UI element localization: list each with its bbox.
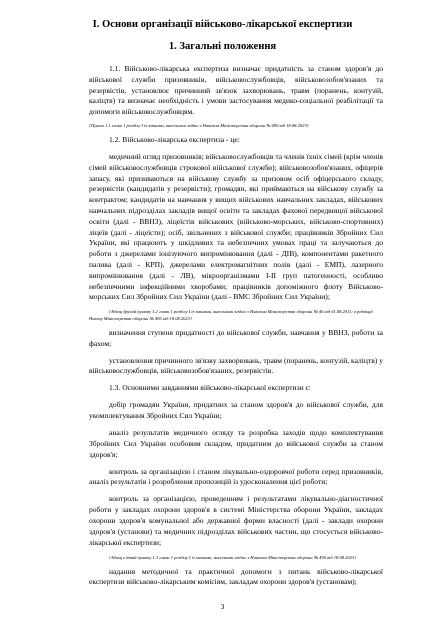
- paragraph-1-1: 1.1. Військово-лікарська експертиза визначає придатність за станом здоров'я до військової служби призовників, військовослужбовців, військовозобов'язаних та резервістів, установлює причинний зв'язок захворювань, травм (поранень, контузій, каліцтв) та визначає необхідність і умови застосування медико-соціальної реабілітації та допомоги військовослужбовцям.: [89, 64, 383, 117]
- paragraph: визначення ступеня придатності до військової служби, навчання у ВВНЗ, роботи за фахом;: [89, 327, 383, 348]
- amendment-note: {Абзац другий пункту 1.2 глави 1 розділу I із змінами, внесеними згідно з Наказом Міністерства оборони № 46 від 01.08.2011; в редакції Наказу Міністерства оборони № 490 від 18.08.2023}: [89, 309, 373, 321]
- paragraph-1-2: 1.2. Військово-лікарська експертиза - це:: [109, 134, 240, 144]
- paragraph: надання методичної та практичної допомоги з питань військово-лікарської експертизи військово-лікарським комісіям, закладам охорони здоров'я (установам);: [89, 566, 383, 587]
- section-heading: I. Основи організації військово-лікарської експертизи: [92, 19, 353, 30]
- paragraph: установлення причинного зв'язку захворювань, травм (поранень, контузій, каліцтв) у військовослужбовців, військовозобов'язаних, резервістів.: [89, 355, 383, 376]
- paragraph: контроль за організацією, проведенням і результатами лікувально-діагностичної роботи у закладах охорони здоров'я в системі Міністерства оборони України, закладах охорони здоров'я комунальної або державної форми власності (далі - заклади охорони здоров'я (установи) та медичних підрозділах військових частин, що стосується військово-лікарської експертизи;: [89, 494, 383, 547]
- paragraph-1-3: 1.3. Основними завданнями військово-лікарської експертизи є:: [109, 383, 311, 393]
- paragraph: аналіз результатів медичного огляду та розробка заходів щодо комплектування Збройних Сил України особовим складом, придатним до військової служби за станом здоров'я;: [89, 428, 383, 459]
- amendment-note: {Абзац п'ятий пункту 1.3 глави 1 розділу I із змінами, внесеними згідно з Наказом Міністерства оборони № 490 від 18.08.2023}: [109, 554, 357, 560]
- paragraph: добір громадян України, придатних за станом здоров'я до військової служби, для укомплектування Збройних Сил України;: [89, 400, 383, 421]
- page-number: 3: [220, 602, 225, 611]
- paragraph: медичний огляд призовників; військовослужбовців та членів їхніх сімей (крім членів сімей військовослужбовців строкової військової служби); військовозобов'язаних, офіцерів запасу, які призиваються на військову службу за призовом осіб офіцерського складу, резервістів (кандидатів у резервісти); громадян, які приймаються на військову службу за контрактом; кандидатів на навчання у вищих військових навчальних закладах, військових навчальних підрозділах закладів вищої освіти та закладах фахової передвищої військової освіти (далі - ВВНЗ), ліцеїстів військових (військово-морських, військово-спортивних) ліцеїв (далі - ліцеїсти); осіб, звільнених з військової служби; працівників Збройних Сил України, які працюють у шкідливих та небезпечних умовах праці та залучаються до роботи з джерелами іонізуючого випромінювання (далі - ДІВ), компонентами ракетного палива (далі - КРП), джерелами електромагнітних полів (далі - ЕМП), лазерного випромінювання (далі - ЛВ), мікроорганізмами I-II груп патогенності, особливо небезпечними інфекційними хворобами; працівників допоміжного флоту Військово-морських Сил Збройних Сил України (далі - ВМС Збройних Сил України);: [89, 151, 383, 302]
- document-body: [89, 64, 383, 594]
- amendment-note: {Пункт 1.1 глави 1 розділу I із змінами, внесеними згідно з Наказом Міністерства оборони № 490 від 18.08.2023}: [89, 122, 309, 128]
- subsection-heading: 1. Загальні положення: [168, 41, 277, 52]
- paragraph: контроль за організацією і станом лікувально-оздоровчої роботи серед призовників, аналіз результатів і розроблення пропозицій із удосконалення цієї роботи;: [89, 466, 383, 487]
